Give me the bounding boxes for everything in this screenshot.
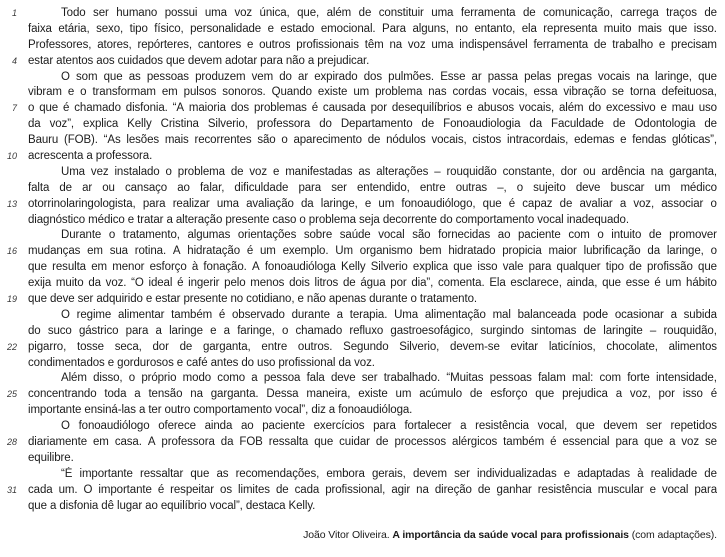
line-text: diariamente em casa. A professora da FOB ressalta que cuidar de processos alérgicos também é essencial para que a voz se	[28, 436, 717, 449]
line-text: estar atentos aos cuidados que devem adotar para não a prejudicar.	[28, 54, 370, 67]
text-line	[0, 149, 717, 165]
text-line	[0, 101, 717, 117]
text-line	[0, 228, 717, 244]
text-line	[0, 467, 717, 483]
line-text: acrescenta a professora.	[28, 150, 153, 163]
line-text: O som que as pessoas produzem vem do ar expirado dos pulmões. Esse ar passa pelas pregas vocais na laringe, que	[61, 70, 717, 83]
line-text: exija muito da voz. “O ideal é ingerir pelo menos dois litros de água por dia”, comenta. Ela esclarece, ainda, que esse é um hábito	[28, 277, 717, 290]
text-line	[0, 38, 717, 54]
line-text: Uma vez instalado o problema de voz e manifestadas as alterações – rouquidão constante, dor ou ardência na garganta,	[61, 165, 717, 178]
line-number: 16	[6, 246, 17, 257]
line-text: falta de ar ou cansaço ao falar, dificuldade para ser entendido, entre outras –, o sujeito deve buscar um médico	[28, 181, 717, 194]
text-line	[0, 54, 717, 70]
text-line	[0, 435, 717, 451]
line-text: o que é chamado disfonia. “A maioria dos problemas é causada por desequilíbrios e abusos vocais, além do excessivo e mau uso	[28, 102, 717, 115]
line-number: 4	[11, 55, 17, 66]
text-line	[0, 70, 717, 86]
text-line	[0, 22, 717, 38]
text-line	[0, 451, 717, 467]
line-text: concentrando toda a tensão na garganta. Dessa maneira, existe um acúmulo de esforço que prejudica a voz, por isso é	[28, 388, 717, 401]
source-title: A importância da saúde vocal para profissionais	[392, 528, 629, 541]
line-number: 1	[11, 8, 17, 18]
text-line	[0, 324, 717, 340]
text-line	[0, 6, 717, 22]
text-line	[0, 419, 717, 435]
text-line	[0, 117, 717, 133]
line-text: Durante o tratamento, algumas orientações sobre saúde vocal são fornecidas ao paciente com o intuito de promover	[61, 229, 717, 242]
text-line	[0, 85, 717, 101]
text-line	[0, 133, 717, 149]
source-attribution	[0, 529, 717, 541]
line-number: 7	[11, 103, 17, 114]
text-line	[0, 213, 717, 229]
line-text: diagnóstico médico e tratar a alteração presente caso o problema seja decorrente do comportamento vocal inadequado.	[28, 213, 629, 226]
line-text: cada um. O importante é respeitar os limites de cada profissional, agir na direção de ganhar resistência muscular e vocal para	[28, 483, 717, 496]
line-number: 13	[6, 198, 17, 209]
line-text: condimentados e gordurosos e café antes do uso profissional da voz.	[28, 356, 375, 369]
line-number: 25	[6, 389, 17, 400]
line-number: 31	[6, 484, 17, 495]
line-text: O regime alimentar também é observado durante a terapia. Uma alimentação mal balanceada pode ocasionar a subida	[61, 308, 717, 321]
line-text: O fonoaudiólogo oferece ainda ao paciente exercícios para fortalecer a resistência vocal, que devem ser repetidos	[61, 420, 717, 433]
text-line	[0, 197, 717, 213]
text-line	[0, 499, 717, 515]
text-body	[0, 6, 717, 515]
line-text: que resulta em menor esforço à fonação. A fonoaudióloga Kelly Silverio explica que isso vale para qualquer tipo de profissão que	[28, 261, 717, 274]
line-text: Professores, atores, repórteres, cantores e outros profissionais têm na voz uma indispensável ferramenta de trabalho e precisam	[28, 38, 717, 51]
text-line	[0, 260, 717, 276]
text-line	[0, 165, 717, 181]
line-text: Além disso, o próprio modo como a pessoa fala deve ser trabalhado. “Muitas pessoas falam mal: com forte intensidade,	[61, 372, 717, 385]
line-text: Bauru (FOB). “As lesões mais recorrentes são o aparecimento de nódulos vocais, cistos intracordais, edemas e fendas glóticas”,	[28, 134, 717, 147]
line-text: da voz”, explica Kelly Cristina Silverio, professora do Departamento de Fonoaudiologia da Faculdade de Odontologia de	[28, 118, 717, 131]
line-text: mudanças em sua rotina. A hidratação é um exemplo. Um organismo bem hidratado propicia maior lubrificação da laringe, o	[28, 245, 717, 258]
line-number: 10	[6, 151, 17, 162]
line-text: que deve ser adquirido e estar presente no cotidiano, e não apenas durante o tratamento.	[28, 293, 477, 306]
line-text: pigarro, tosse seca, dor de garganta, entre outros. Segundo Silverio, devem-se evitar laticínios, chocolate, alimentos	[28, 340, 717, 353]
line-text: “É importante ressaltar que as recomendações, embora gerais, devem ser individualizadas e adaptadas à realidade de	[61, 467, 717, 480]
source-note: (com adaptações).	[628, 528, 717, 541]
line-number: 28	[6, 437, 17, 448]
line-text: importante ensiná-las a ter outro comportamento vocal”, diz a fonoaudióloga.	[28, 404, 413, 417]
line-text: equilibre.	[28, 451, 74, 464]
line-text: faixa etária, sexo, tipo físico, personalidade e estado emocional. Para alguns, no entanto, ela representa muito mais que isso.	[28, 22, 717, 35]
text-line	[0, 181, 717, 197]
line-text: otorrinolaringologista, para realizar uma avaliação da laringe, e um fonoaudiólogo, que é capaz de avaliar a voz, associar o	[28, 197, 717, 210]
text-line	[0, 371, 717, 387]
line-number: 19	[6, 294, 17, 305]
text-line	[0, 308, 717, 324]
line-text: Todo ser humano possui uma voz única, que, além de constituir uma ferramenta de comunicação, carrega traços de	[61, 7, 717, 19]
line-text: que a disfonia dê lugar ao equilíbrio vocal”, destaca Kelly.	[28, 499, 316, 512]
text-line	[0, 276, 717, 292]
line-text: vibram e o transformam em pulsos sonoros. Quando existe um problema nas cordas vocais, essa vibração se torna defeituosa,	[28, 86, 717, 99]
text-line	[0, 292, 717, 308]
line-text: do suco gástrico para a laringe e a faringe, o chamado refluxo gastroesofágico, surgindo sintomas de laringite – rouquidão,	[28, 324, 717, 337]
text-line	[0, 340, 717, 356]
text-line	[0, 483, 717, 499]
text-line	[0, 244, 717, 260]
line-number: 22	[6, 341, 17, 352]
text-line	[0, 356, 717, 372]
text-line	[0, 403, 717, 419]
text-line	[0, 387, 717, 403]
source-author: João Vitor Oliveira.	[303, 528, 393, 541]
